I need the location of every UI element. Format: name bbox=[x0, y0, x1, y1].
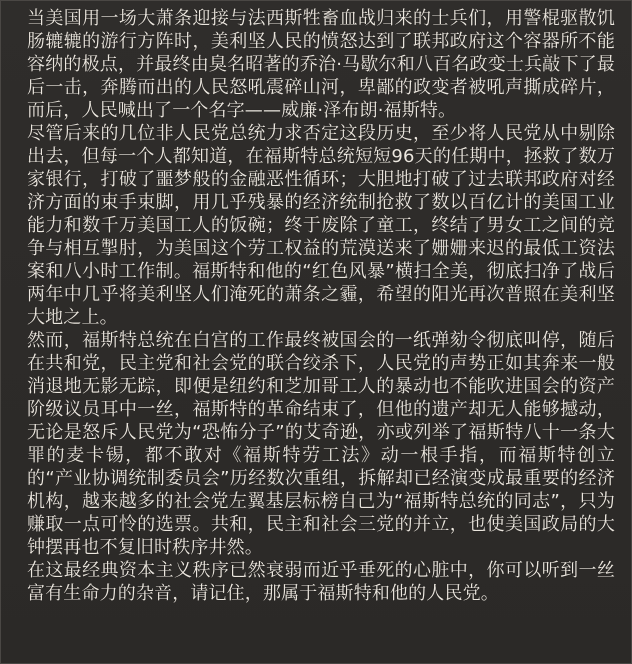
paragraph-2: 尽管后来的几位非人民党总统力求否定这段历史，至少将人民党从中剔除出去，但每一个人都知道，在福斯特总统短短96天的任期中，拯救了数万家银行，打破了噩梦般的金融恶性循环；大胆地打破了过去联邦政府对经济方面的束手束脚，用几乎残暴的经济统制抢救了数以百亿计的美国工业能力和数千万美国工人的饭碗；终于废除了童工，终结了男女工之间的竞争与相互掣肘，为美国这个劳工权益的荒漠送来了姗姗来迟的最低工资法案和八小时工作制。福斯特和他的“红色风暴”横扫全美，彻底扫净了战后两年中几乎将美利坚人们淹死的萧条之霾，希望的阳光再次普照在美利坚大地之上。 bbox=[27, 123, 615, 328]
article-text bbox=[27, 7, 615, 605]
paragraph-3: 然而，福斯特总统在白宫的工作最终被国会的一纸弹劾令彻底叫停，随后在共和党，民主党和社会党的联合绞杀下，人民党的声势正如其奔来一般消退地无影无踪，即便是纽约和芝加哥工人的暴动也不能吹进国会的资产阶级议员耳中一丝，福斯特的革命结束了，但他的遗产却无人能够撼动，无论是怒斥人民党为“恐怖分子”的艾奇逊，亦或列举了福斯特八十一条大罪的麦卡锡，都不敢对《福斯特劳工法》动一根手指，而福斯特创立的“产业协调统制委员会”历经数次重组，拆解却已经演变成最重要的经济机构，越来越多的社会党左翼基层标榜自己为“福斯特总统的同志”，只为赚取一点可怜的选票。共和，民主和社会三党的并立，也使美国政局的大钟摆再也不复旧时秩序井然。 bbox=[27, 330, 615, 558]
paragraph-4: 在这最经典资本主义秩序已然衰弱而近乎垂死的心脏中，你可以听到一丝富有生命力的杂音，请记住，那属于福斯特和他的人民党。 bbox=[27, 560, 615, 604]
paragraph-1: 当美国用一场大萧条迎接与法西斯牲畜血战归来的士兵们，用警棍驱散饥肠辘辘的游行方阵时，美利坚人民的愤怒达到了联邦政府这个容器所不能容纳的极点，并最终由臭名昭著的乔治·马歇尔和八百名政变士兵敲下了最后一击，奔腾而出的人民怒吼震碎山河，卑鄙的政变者被吼声撕成碎片，而后，人民喊出了一个名字——威廉·泽布朗·福斯特。 bbox=[27, 8, 615, 121]
